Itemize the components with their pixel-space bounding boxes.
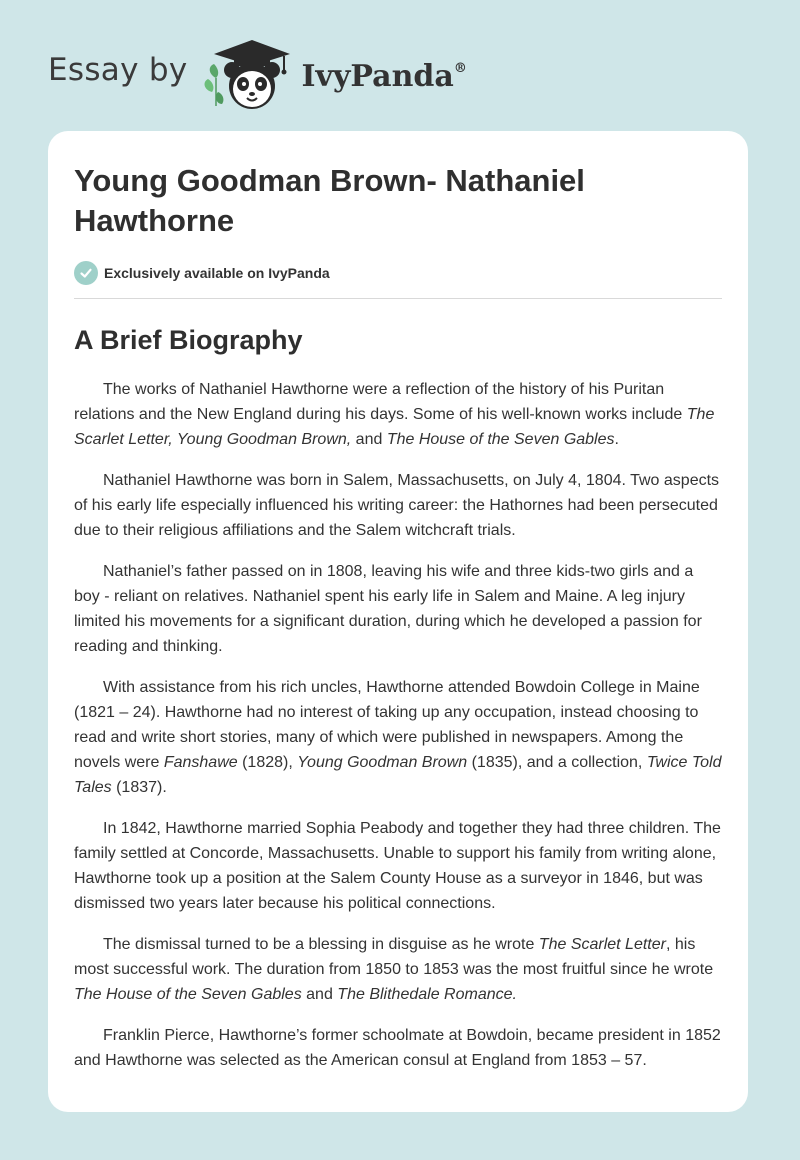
- panda-logo-icon[interactable]: [202, 34, 298, 114]
- italic-title: The House of the Seven Gables: [386, 431, 615, 448]
- body-paragraph: [74, 468, 722, 543]
- text-run: and: [351, 431, 387, 448]
- text-run: (1837).: [111, 779, 167, 796]
- text-run: (1835), and a collection,: [467, 754, 647, 771]
- italic-title: Twice Told Tales: [74, 754, 722, 796]
- italic-title: The Scarlet Letter: [538, 936, 666, 953]
- article-title: Young Goodman Brown- Nathaniel Hawthorne: [74, 163, 585, 238]
- exclusive-badge-text: Exclusively available on IvyPanda: [104, 265, 330, 281]
- text-run: Franklin Pierce, Hawthorne’s former schoolmate at Bowdoin, became president in 1852 and Hawthorne was selected as the American consul at England from 1853 – 57.: [74, 1027, 721, 1069]
- registered-mark: ®: [453, 60, 467, 76]
- text-run: Nathaniel’s father passed on in 1808, leaving his wife and three kids-two girls and a boy - reliant on relatives. Nathaniel spent his early life in Salem and Maine. A leg injury limited his movements for a significant duration, during which he developed a passion for reading and thinking.: [74, 563, 702, 655]
- text-run: The works of Nathaniel Hawthorne were a reflection of the history of his Puritan relations and the New England during his days. Some of his well-known works include: [74, 381, 687, 423]
- check-circle-icon: [74, 261, 98, 285]
- italic-title: Fanshawe: [163, 754, 238, 771]
- text-run: .: [614, 431, 619, 448]
- article-card: [48, 131, 748, 1112]
- divider: [74, 298, 722, 299]
- italic-title: Young Goodman Brown: [297, 754, 468, 771]
- text-run: In 1842, Hawthorne married Sophia Peabody and together they had three children. The family settled at Concorde, Massachusetts. Unable to support his family from writing alone, Hawthorne took up a position at the Salem County House as a surveyor in 1846, but was dismissed two years later because his political connections.: [74, 820, 721, 912]
- body-paragraph: [74, 932, 722, 1007]
- brand-name[interactable]: IvyPanda®: [301, 58, 467, 94]
- article-body: [74, 377, 722, 1073]
- italic-title: The Blithedale Romance.: [337, 986, 517, 1003]
- text-run: With assistance from his rich uncles, Hawthorne attended Bowdoin College in Maine (1821 – 24). Hawthorne had no interest of taking up any occupation, instead choosing to read and write short stories, many of which were published in newspapers. Among the novels were: [74, 679, 700, 771]
- section-heading: A Brief Biography: [74, 325, 303, 355]
- italic-title: The House of the Seven Gables: [74, 986, 302, 1003]
- body-paragraph: [74, 675, 722, 800]
- body-paragraph: [74, 559, 722, 659]
- text-run: , his most successful work. The duration from 1850 to 1853 was the most fruitful since he wrote: [74, 936, 714, 978]
- text-run: The dismissal turned to be a blessing in disguise as he wrote: [103, 936, 539, 953]
- italic-title: The Scarlet Letter, Young Goodman Brown,: [74, 406, 715, 448]
- text-run: Nathaniel Hawthorne was born in Salem, Massachusetts, on July 4, 1804. Two aspects of his early life especially influenced his writing career: the Hathornes had been persecuted due to their religious affiliations and the Salem witchcraft trials.: [74, 472, 720, 539]
- site-header: [48, 34, 467, 114]
- body-paragraph: [74, 377, 722, 452]
- body-paragraph: [74, 816, 722, 916]
- essay-by-label: Essay by: [48, 52, 188, 88]
- body-paragraph: [74, 1023, 722, 1073]
- text-run: (1828),: [237, 754, 298, 771]
- text-run: and: [301, 986, 338, 1003]
- exclusive-badge: [74, 261, 722, 285]
